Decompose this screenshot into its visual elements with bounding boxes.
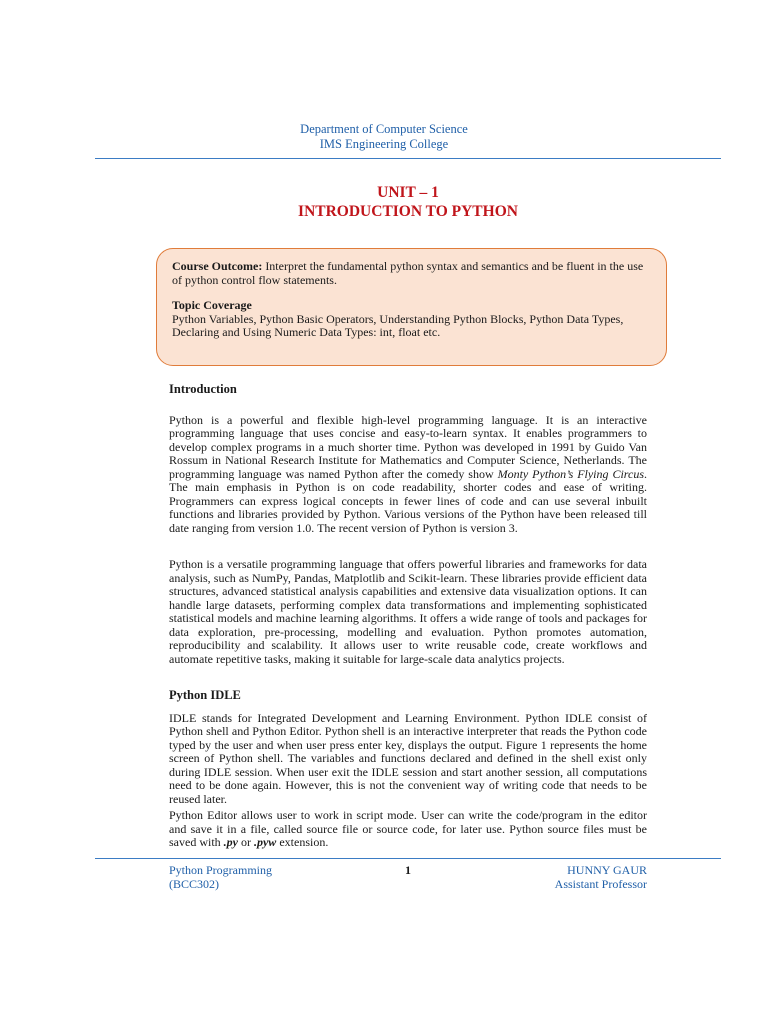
- footer-rule: [95, 858, 721, 859]
- page-number: 1: [405, 863, 411, 877]
- page-header: [0, 122, 768, 152]
- course-outcome-text: Interpret the fundamental python syntax and semantics and be fluent in the use of python control flow statements.: [172, 259, 644, 287]
- author-designation: Assistant Professor: [554, 876, 647, 891]
- course-outcome-box: [156, 248, 667, 366]
- header-rule: [95, 158, 721, 159]
- course-outcome-label: Course Outcome:: [172, 259, 263, 273]
- main-content: [169, 383, 647, 850]
- show-title: Monty Python’s Flying Circus: [497, 466, 645, 481]
- college-name: IMS Engineering College: [319, 137, 449, 151]
- course-name: Python Programming: [169, 863, 273, 877]
- python-idle-heading: Python IDLE: [169, 688, 241, 702]
- introduction-paragraph-1: Python is a powerful and flexible high-level programming language. It is an interactive programming language that uses concise and easy-to-learn syntax. It enables programmers to develop complex programs in a much shorter time. Python was developed in 1991 by Guido Van Rossum in National Research Institute for Mathematics and Computer Science, Netherlands. The programming language was named Python after the comedy show Monty Python’s Flying Circus. The main emphasis in Python is on code readability, shorter codes and ease of writing. Programmers can express logical concepts in fewer lines of code and can use several inbuilt functions and libraries provided by Python. Various versions of the Python have been released till date ranging from version 1.0. The recent version of Python is version 3.: [169, 412, 648, 535]
- course-code: (BCC302): [169, 876, 220, 891]
- unit-title: [0, 183, 768, 221]
- unit-number: UNIT – 1: [377, 184, 439, 201]
- idle-paragraph-1: IDLE stands for Integrated Development and Learning Environment. Python IDLE consist of Python shell and Python Editor. Python shell is an interactive interpreter that reads the Python code typed by the user and when user press enter key, displays the output. Figure 1 represents the home screen of Python shell. The variables and functions declared and defined in the shell exist only during IDLE session. When user exit the IDLE session and start another session, all computations need to be done again. However, this is not the convenient way of writing code that needs to be reused later.: [169, 710, 647, 806]
- author-name: HUNNY GAUR: [567, 863, 647, 877]
- course-outcome: [172, 260, 653, 287]
- unit-name: INTRODUCTION TO PYTHON: [298, 203, 518, 220]
- introduction-heading: Introduction: [169, 382, 237, 396]
- introduction-paragraph-2: Python is a versatile programming language that offers powerful libraries and frameworks for data analysis, such as NumPy, Pandas, Matplotlib and Scikit-learn. These libraries provide efficient data structures, advanced statistical analysis capabilities and extensive data visualization options. It can handle large datasets, performing complex data transformations and implementing sophisticated statistical models and machine learning algorithms. It offers a wide range of tools and packages for data exploration, pre-processing, modelling and evaluation. Python promotes automation, reproducibility and scalability. It allows user to write reusable code, create workflows and automate repetitive tasks, making it suitable for large-scale data analytics projects.: [169, 557, 647, 666]
- footer-author: [500, 864, 647, 891]
- department-name: Department of Computer Science: [300, 122, 468, 136]
- topic-coverage-label: Topic Coverage: [172, 298, 252, 312]
- idle-paragraph-2: Python Editor allows user to work in script mode. User can write the code/program in the editor and save it in a file, called source file or source code, for later use. Python source files must be saved with .py or .pyw extension.: [169, 808, 647, 849]
- topic-coverage-text: Python Variables, Python Basic Operators, Understanding Python Blocks, Python Data Types, Declaring and Using Numeric Data Types: int, float etc.: [172, 311, 624, 339]
